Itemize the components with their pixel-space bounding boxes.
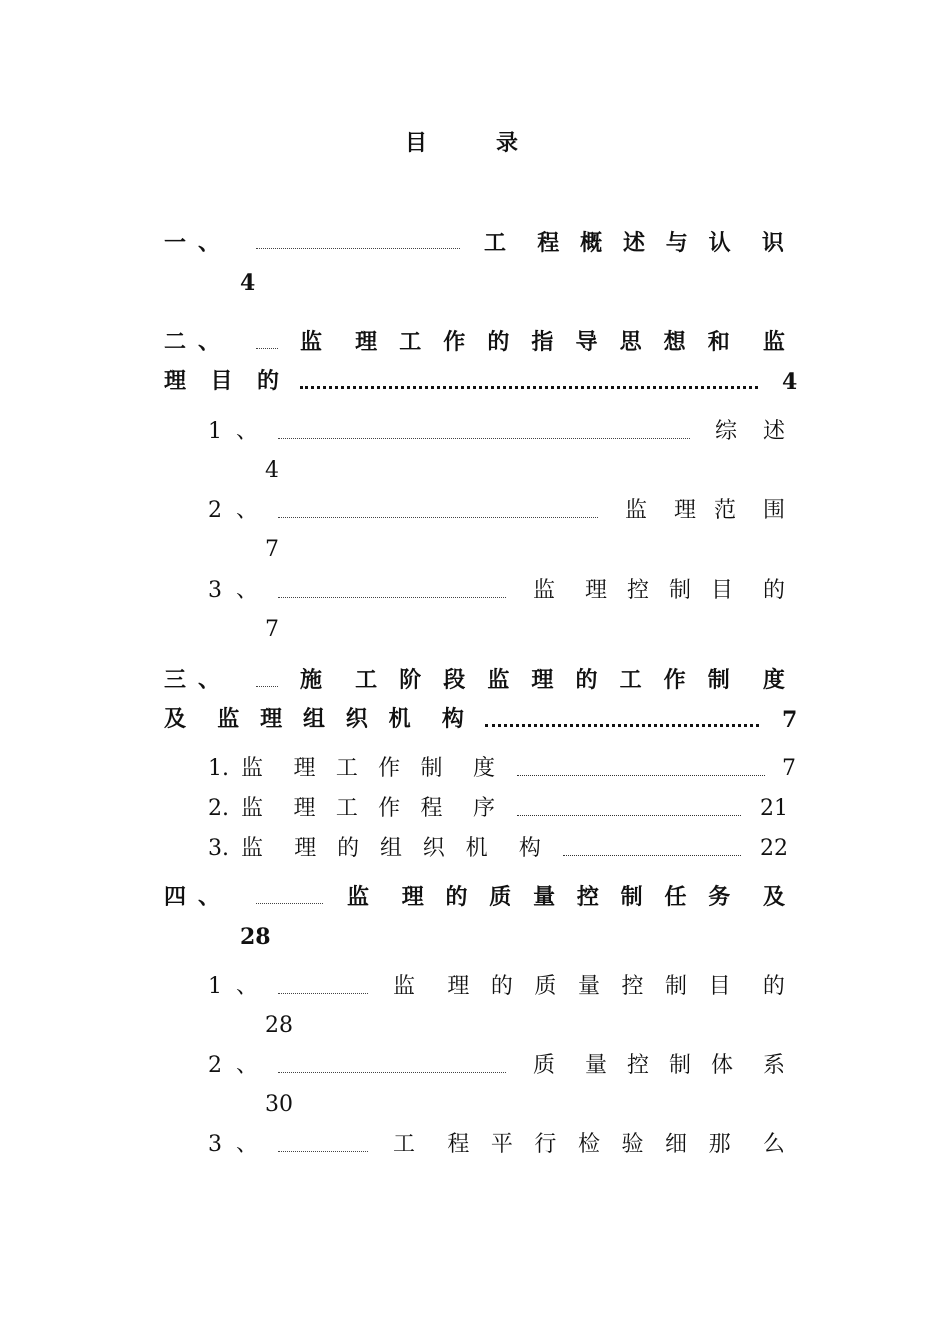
toc-entry-4-2-title: 质 量 控 制 体 系 bbox=[533, 1053, 785, 1078]
toc-entry-2-2-page: 7 bbox=[265, 537, 279, 562]
toc-entry-3-2-leader bbox=[517, 815, 741, 816]
toc-entry-4-2-prefix: 2 、 bbox=[208, 1053, 258, 1078]
toc-entry-3-leader bbox=[485, 724, 759, 727]
toc-entry-3-1-title: 监 理 工 作 制 度 bbox=[241, 756, 495, 781]
toc-entry-2-page: 4 bbox=[782, 369, 798, 395]
toc-entry-4-leader bbox=[256, 903, 323, 904]
toc-entry-2-2-prefix: 2 、 bbox=[208, 498, 258, 523]
toc-entry-4-2-leader bbox=[278, 1072, 506, 1073]
toc-entry-2-leader bbox=[300, 386, 758, 389]
toc-entry-2-3-prefix: 3 、 bbox=[208, 578, 258, 603]
toc-entry-3-3-leader bbox=[563, 855, 741, 856]
toc-entry-3-page: 7 bbox=[782, 707, 798, 733]
toc-entry-2-3-leader bbox=[278, 597, 506, 598]
toc-entry-2-1-prefix: 1 、 bbox=[208, 419, 258, 444]
toc-entry-2-prefix: 二 、 bbox=[164, 329, 220, 355]
toc-entry-2-title-line2: 理 目 的 bbox=[164, 368, 279, 394]
toc-entry-4-prefix: 四 、 bbox=[164, 884, 220, 910]
toc-entry-3-1-leader bbox=[517, 775, 765, 776]
toc-entry-4-page: 28 bbox=[240, 924, 271, 950]
toc-entry-3-2-page: 21 bbox=[760, 796, 788, 821]
toc-entry-2-3-page: 7 bbox=[265, 617, 279, 642]
toc-entry-3-2-title: 监 理 工 作 程 序 bbox=[241, 796, 495, 821]
toc-entry-1-page: 4 bbox=[240, 270, 256, 296]
toc-entry-2-title-line1: 监 理 工 作 的 指 导 思 想 和 监 bbox=[300, 329, 785, 355]
toc-title: 目 录 bbox=[405, 130, 518, 156]
toc-entry-2-leader-short bbox=[256, 348, 278, 349]
toc-entry-3-1-prefix: 1. bbox=[208, 756, 229, 781]
toc-entry-2-3-title: 监 理 控 制 目 的 bbox=[533, 578, 785, 603]
toc-entry-1-prefix: 一 、 bbox=[164, 230, 220, 256]
toc-entry-4-3-title: 工 程 平 行 检 验 细 那 么 bbox=[393, 1132, 785, 1157]
toc-entry-3-leader-short bbox=[256, 686, 278, 687]
toc-entry-3-2-prefix: 2. bbox=[208, 796, 229, 821]
toc-entry-3-1-page: 7 bbox=[782, 756, 796, 781]
toc-entry-4-2-page: 30 bbox=[265, 1092, 293, 1117]
toc-entry-4-title: 监 理 的 质 量 控 制 任 务 及 bbox=[347, 884, 785, 910]
toc-entry-4-1-page: 28 bbox=[265, 1013, 293, 1038]
toc-entry-2-1-page: 4 bbox=[265, 458, 279, 483]
toc-entry-3-title-line1: 施 工 阶 段 监 理 的 工 作 制 度 bbox=[300, 667, 785, 693]
toc-entry-3-3-prefix: 3. bbox=[208, 836, 229, 861]
toc-entry-3-title-line2: 及 监 理 组 织 机 构 bbox=[164, 706, 464, 732]
toc-entry-2-2-leader bbox=[278, 517, 598, 518]
toc-entry-4-1-leader bbox=[278, 993, 368, 994]
toc-entry-2-1-leader bbox=[278, 438, 690, 439]
toc-entry-1-leader bbox=[256, 248, 460, 249]
toc-entry-4-3-leader bbox=[278, 1151, 368, 1152]
toc-entry-2-1-title: 综 述 bbox=[715, 419, 785, 444]
toc-entry-3-3-title: 监 理 的 组 织 机 构 bbox=[241, 836, 541, 861]
toc-entry-2-2-title: 监 理 范 围 bbox=[625, 498, 785, 523]
toc-entry-3-3-page: 22 bbox=[760, 836, 788, 861]
toc-entry-3-prefix: 三 、 bbox=[164, 667, 220, 693]
toc-entry-1-title: 工 程 概 述 与 认 识 bbox=[484, 230, 784, 256]
toc-entry-4-1-title: 监 理 的 质 量 控 制 目 的 bbox=[393, 974, 785, 999]
toc-entry-4-3-prefix: 3 、 bbox=[208, 1132, 258, 1157]
toc-entry-4-1-prefix: 1 、 bbox=[208, 974, 258, 999]
